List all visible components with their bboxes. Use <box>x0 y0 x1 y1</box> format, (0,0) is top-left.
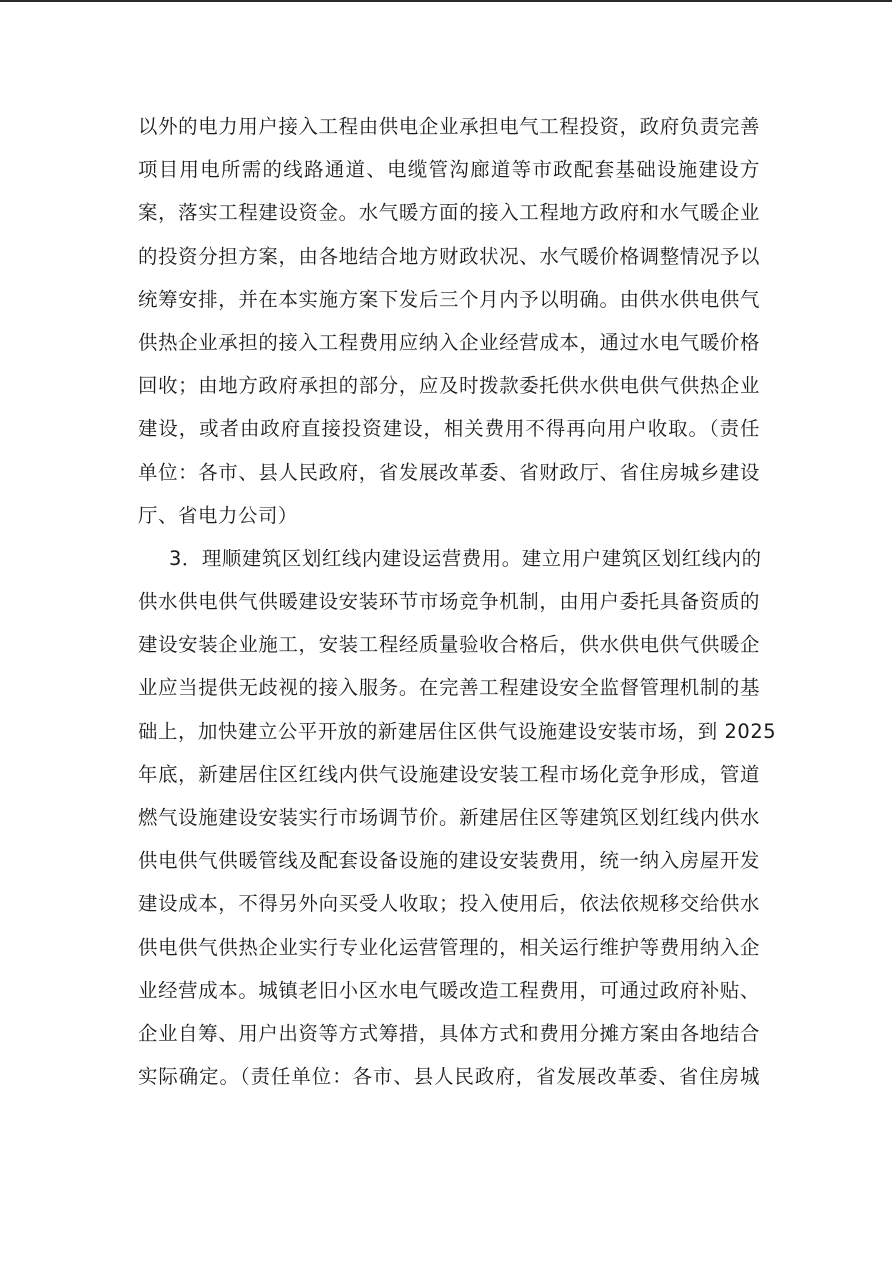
top-border-line <box>0 0 892 2</box>
text-line: 回收；由地方政府承担的部分，应及时拨款委托供水供电供气供热企业 <box>138 374 760 398</box>
text-line: 供电供气供热企业实行专业化运营管理的，相关运行维护等费用纳入企 <box>138 935 760 959</box>
text-line: 企业自筹、用户出资等方式筹措，具体方式和费用分摊方案由各地结合 <box>138 1021 760 1045</box>
text-line: 供热企业承担的接入工程费用应纳入企业经营成本，通过水电气暖价格 <box>138 330 760 354</box>
text-line: 案，落实工程建设资金。水气暖方面的接入工程地方政府和水气暖企业 <box>138 201 760 225</box>
text-line: 供水供电供气供暖建设安装环节市场竞争机制，由用户委托具备资质的 <box>138 590 760 614</box>
text-line: 础上，加快建立公平开放的新建居住区供气设施建设安装市场，到 2025 <box>138 719 777 743</box>
paragraph-end-line: 厅、省电力公司） <box>138 503 298 527</box>
text-line: 建设成本，不得另外向买受人收取；投入使用后，依法依规移交给供水 <box>138 892 760 916</box>
text-line: 的投资分担方案，由各地结合地方财政状况、水气暖价格调整情况予以 <box>138 244 760 268</box>
text-line: 建设安装企业施工，安装工程经质量验收合格后，供水供电供气供暖企 <box>138 633 760 657</box>
document-body <box>138 105 777 1098</box>
text-line: 项目用电所需的线路通道、电缆管沟廊道等市政配套基础设施建设方 <box>138 158 760 182</box>
text-line: 业经营成本。城镇老旧小区水电气暖改造工程费用，可通过政府补贴、 <box>138 978 760 1002</box>
text-line: 实际确定。（责任单位：各市、县人民政府，省发展改革委、省住房城 <box>138 1065 760 1089</box>
text-line: 建设，或者由政府直接投资建设，相关费用不得再向用户收取。（责任 <box>138 417 760 441</box>
text-line: 年底，新建居住区红线内供气设施建设安装工程市场化竞争形成，管道 <box>138 762 760 786</box>
text-line: 燃气设施建设安装实行市场调节价。新建居住区等建筑区划红线内供水 <box>138 806 760 829</box>
text-line: 单位：各市、县人民政府，省发展改革委、省财政厅、省住房城乡建设 <box>138 460 760 484</box>
text-line: 供电供气供暖管线及配套设备设施的建设安装费用，统一纳入房屋开发 <box>138 849 760 873</box>
section-heading-line: 3．理顺建筑区划红线内建设运营费用。建立用户建筑区划红线内的 <box>169 546 762 570</box>
text-line: 以外的电力用户接入工程由供电企业承担电气工程投资，政府负责完善 <box>138 115 760 138</box>
text-line: 业应当提供无歧视的接入服务。在完善工程建设安全监督管理机制的基 <box>138 676 760 700</box>
text-line: 统筹安排，并在本实施方案下发后三个月内予以明确。由供水供电供气 <box>138 287 760 311</box>
